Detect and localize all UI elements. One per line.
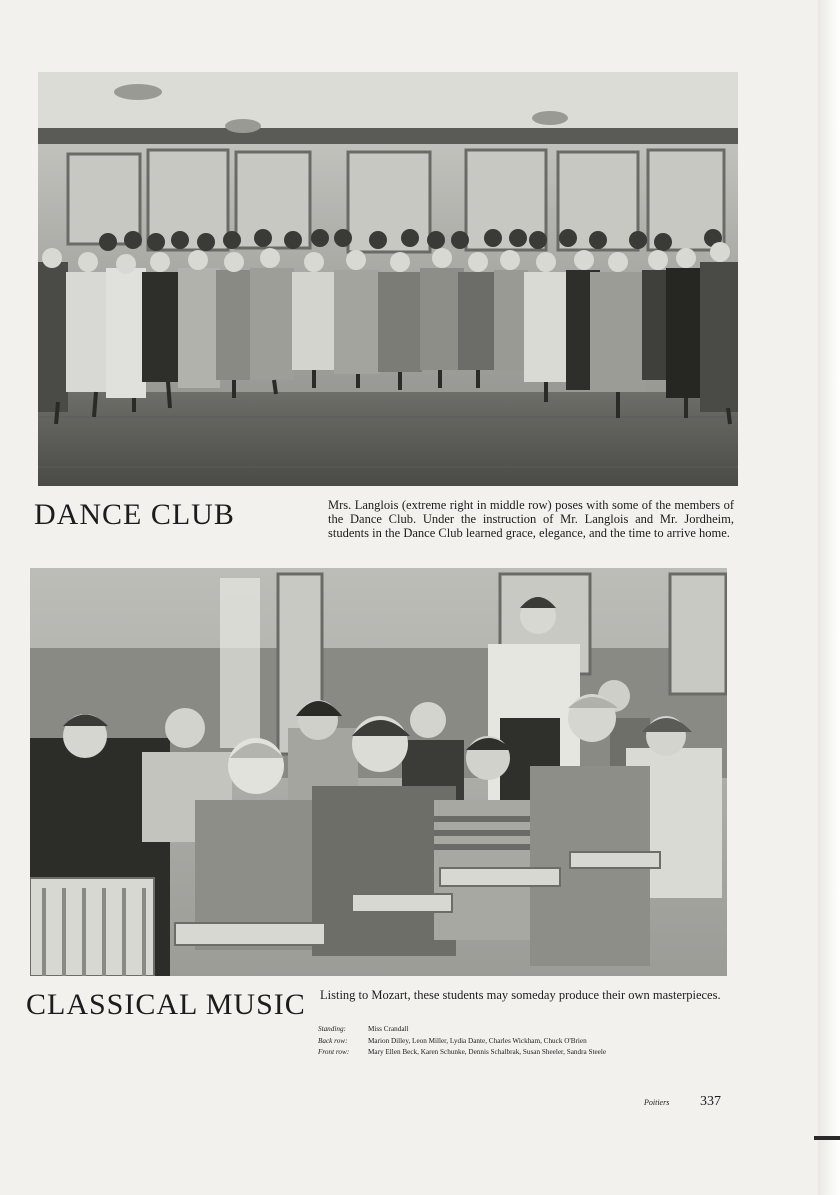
classical-music-heading: CLASSICAL MUSIC	[26, 988, 306, 1021]
dance-club-caption: Mrs. Langlois (extreme right in middle row) poses with some of the members of the Dance Club. Under the instruction of Mr. Langlois and Mr. Jordheim, students in the Dance Club learned grace, elegance, and the time to arrive home.	[328, 498, 734, 540]
page-edge-mark	[814, 1136, 840, 1140]
roster-label: Front row:	[318, 1048, 350, 1056]
group-photo-icon	[38, 72, 738, 486]
page-number: 337	[700, 1094, 721, 1109]
roster-label: Back row:	[318, 1036, 348, 1045]
dance-club-heading: DANCE CLUB	[34, 498, 235, 531]
page-edge	[818, 0, 840, 1195]
classical-music-caption: Listing to Mozart, these students may someday produce their own masterpieces.	[320, 988, 721, 1002]
roster-row-back	[318, 1036, 738, 1048]
roster-names: Miss Crandall	[368, 1025, 409, 1033]
classical-music-photo	[30, 568, 727, 976]
roster-label: Standing:	[318, 1025, 346, 1033]
dance-club-photo	[38, 72, 738, 486]
roster-row-standing	[318, 1024, 738, 1036]
roster-names: Marion Dilley, Leon Miller, Lydia Dante, Charles Wickham, Chuck O'Brien	[368, 1036, 587, 1045]
footer-label: Poitiers	[644, 1098, 670, 1107]
classroom-photo-icon	[30, 568, 727, 976]
roster-row-front	[318, 1047, 738, 1059]
roster-names: Mary Ellen Beck, Karen Schunke, Dennis Schalbrak, Susan Sheeler, Sandra Steele	[368, 1048, 607, 1056]
photo-roster	[318, 1024, 738, 1059]
